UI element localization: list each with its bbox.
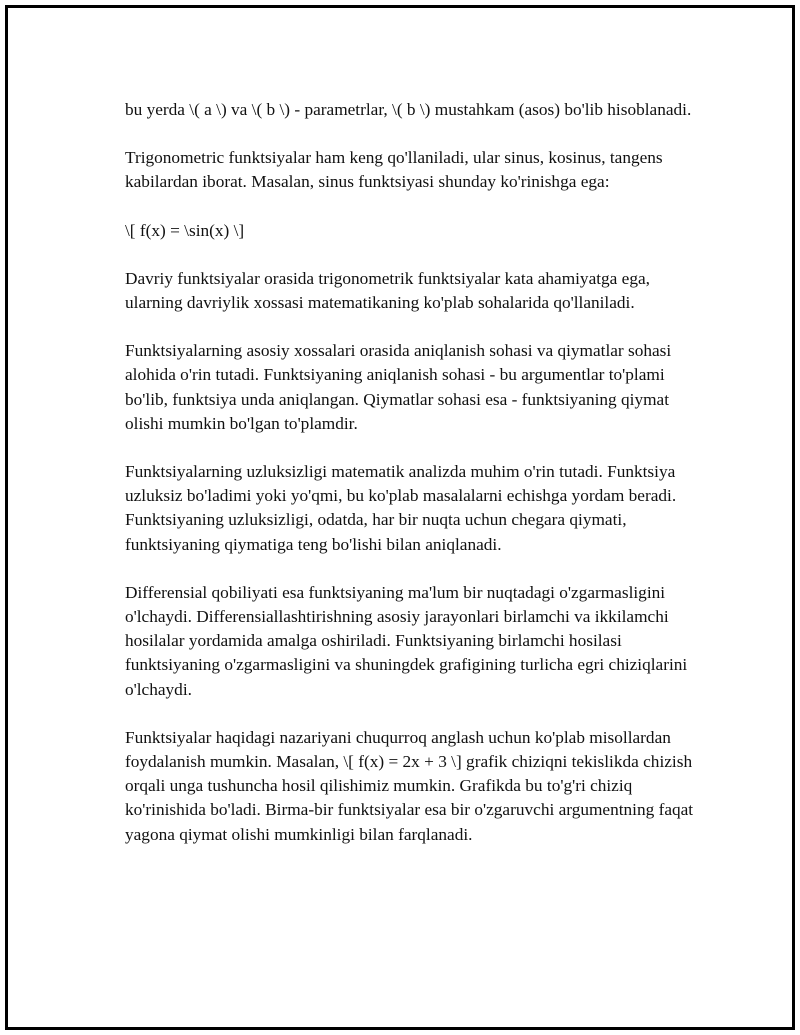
paragraph-examples: Funktsiyalar haqidagi nazariyani chuqurroq anglash uchun ko'plab misollardan foydalanish mumkin. Masalan, \[ f(x) = 2x + 3 \] grafik chiziqni tekislikda chizish orqali unga tushuncha hosil qilishimiz mumkin. Grafikda bu to'g'ri chiziq ko'rinishida bo'ladi. Birma-bir funktsiyalar esa bir o'zgaruvchi argumentning faqat yagona qiymat olishi mumkinligi bilan farqlanadi. <box>125 727 694 844</box>
document-body <box>125 98 705 871</box>
paragraph-trigonometric: Trigonometric funktsiyalar ham keng qo'llaniladi, ular sinus, kosinus, tangens kabilardan iborat. Masalan, sinus funktsiyasi shunday ko'rinishga ega: <box>125 148 663 192</box>
paragraph-periodic: Davriy funktsiyalar orasida trigonometrik funktsiyalar kata ahamiyatga ega, ularning davriylik xossasi matematikaning ko'plab sohalarida qo'llaniladi. <box>125 268 650 313</box>
paragraph-differentiability: Differensial qobiliyati esa funktsiyaning ma'lum bir nuqtadagi o'zgarmasligini o'lchaydi. Differensiallashtirishning asosiy jarayonlari birlamchi va ikkilamchi hosilalar yordamida amalga oshiriladi. Funktsiyaning birlamchi hosilasi funktsiyaning o'zgarmasligini va shuningdek grafigining turlicha egri chiziqlarini o'lchaydi. <box>125 582 688 699</box>
page-frame <box>5 5 795 1030</box>
paragraph-continuity: Funktsiyalarning uzluksizligi matematik analizda muhim o'rin tutadi. Funktsiya uzluksiz bo'ladimi yoki yo'qmi, bu ko'plab masalalarni echishga yordam beradi. Funktsiyaning uzluksizligi, odatda, har bir nuqta uchun chegara qiymati, funktsiyaning qiymatiga teng bo'lishi bilan aniqlanadi. <box>125 462 677 554</box>
formula-sin: \[ f(x) = \sin(x) \] <box>125 220 245 240</box>
paragraph-parameters: bu yerda \( a \) va \( b \) - parametrlar, \( b \) mustahkam (asos) bo'lib hisoblanadi. <box>125 100 692 119</box>
paragraph-domain-range: Funktsiyalarning asosiy xossalari orasida aniqlanish sohasi va qiymatlar sohasi alohida o'rin tutadi. Funktsiyaning aniqlanish sohasi - bu argumentlar to'plami bo'lib, funktsiya unda aniqlangan. Qiymatlar sohasi esa - funktsiyaning qiymat olishi mumkin bo'lgan to'plamdir. <box>125 341 672 433</box>
